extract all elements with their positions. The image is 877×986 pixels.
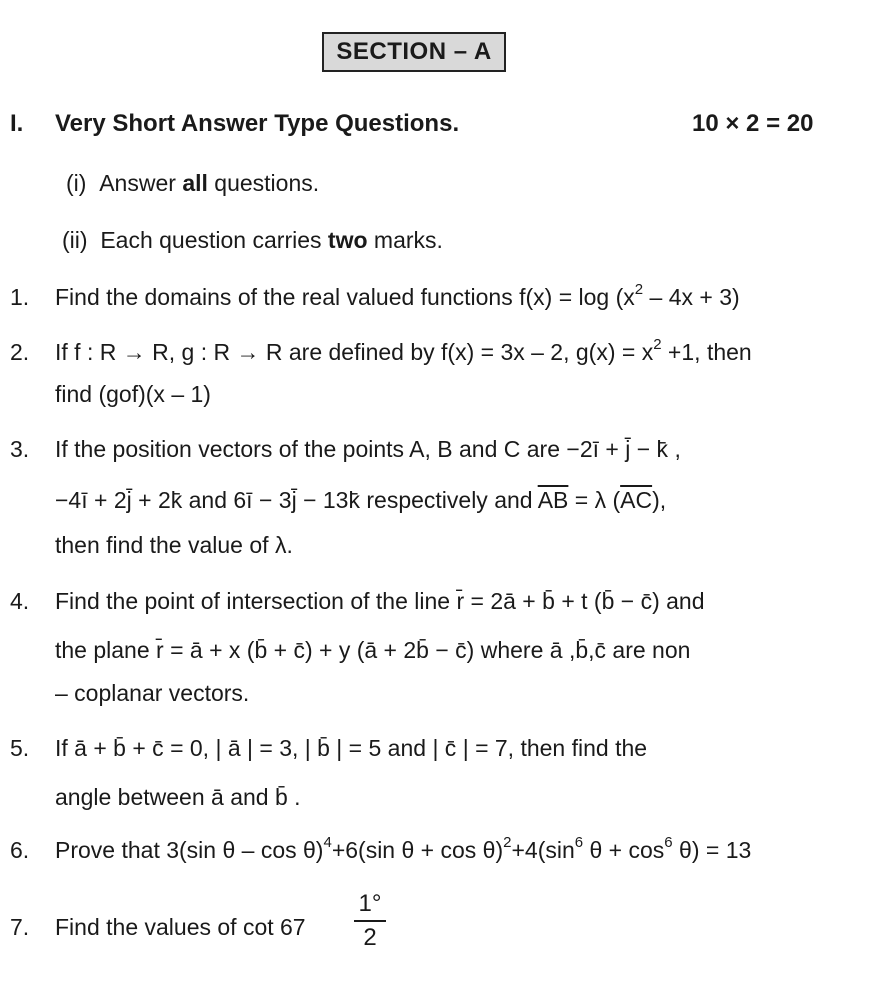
question-number: 4. — [10, 588, 30, 614]
question-3-line3: then find the value of λ. — [55, 532, 293, 558]
instruction-num: (i) — [66, 170, 87, 196]
question-3-line1: If the position vectors of the points A, B and C are −2ī + j̄ − k̄ , — [55, 436, 681, 462]
question-number: 5. — [10, 735, 30, 761]
question-number: 2. — [10, 339, 30, 365]
part-marks: 10 × 2 = 20 — [692, 110, 814, 137]
question-4-line1: Find the point of intersection of the line r̄ = 2ā + b̄ + t (b̄ − c̄) and — [55, 588, 705, 614]
question-4-line3: – coplanar vectors. — [55, 680, 250, 706]
instruction-i — [66, 170, 319, 197]
instruction-text: Answer — [99, 170, 183, 196]
fraction-numerator: 1° — [358, 890, 382, 917]
question-1-text: Find the domains of the real valued functions $f(x) = \log (x^2 - 4x + 3)$ — [55, 281, 740, 310]
question-number: 1. — [10, 284, 30, 310]
question-number: 7. — [10, 914, 30, 940]
question-3-line2: −4ī + 2j̄ + 2k̄ and 6ī − 3j̄ − 13k̄ respectively and $\overline{AB} = \lambda$ $(\overline{AC})$, — [55, 487, 667, 513]
fraction-bar — [354, 920, 386, 922]
question-number: 6. — [10, 837, 30, 863]
fraction-denominator: 2 — [363, 924, 377, 951]
section-heading: SECTION – A — [322, 32, 506, 72]
fraction — [352, 890, 388, 952]
question-number: 3. — [10, 436, 30, 462]
instruction-text: questions. — [207, 170, 320, 196]
question-6-text: Prove that 3(sin θ – cos θ)$^4$+6(sin $\theta + \cos \theta)^2+4(\sin^6$ $\theta + \cos^6 \theta) = 13$ — [55, 834, 752, 863]
part-title: Very Short Answer Type Questions. — [55, 110, 460, 137]
question-5-line2: angle between ā and b̄ . — [55, 784, 301, 810]
instruction-text: Each question carries — [100, 227, 328, 253]
question-5-line1: If ā + b̄ + c̄ = 0, | ā | = 3, | b̄ | = 5 and | c̄ | = 7, then find the — [55, 735, 648, 761]
question-4-line2: the plane r̄ = ā + x (b̄ + c̄) + y (ā + 2b̄ − c̄) where ā ,b̄,c̄ are non — [55, 637, 691, 663]
question-2-line2: find (gof)(x – 1) — [55, 381, 211, 407]
question-2-text: If f : R → R, g : R → R are defined by f(x) = 3x – 2, $g(x) = x^2 +1$, then — [55, 336, 752, 365]
question-7-text: Find the values of cot 67 — [55, 914, 306, 940]
instruction-num: (ii) — [62, 227, 88, 253]
instruction-text: marks. — [367, 227, 443, 253]
instruction-ii — [62, 227, 443, 254]
instruction-emphasis: two — [327, 227, 368, 253]
part-number: I. — [10, 110, 24, 137]
instruction-emphasis: all — [182, 170, 208, 196]
